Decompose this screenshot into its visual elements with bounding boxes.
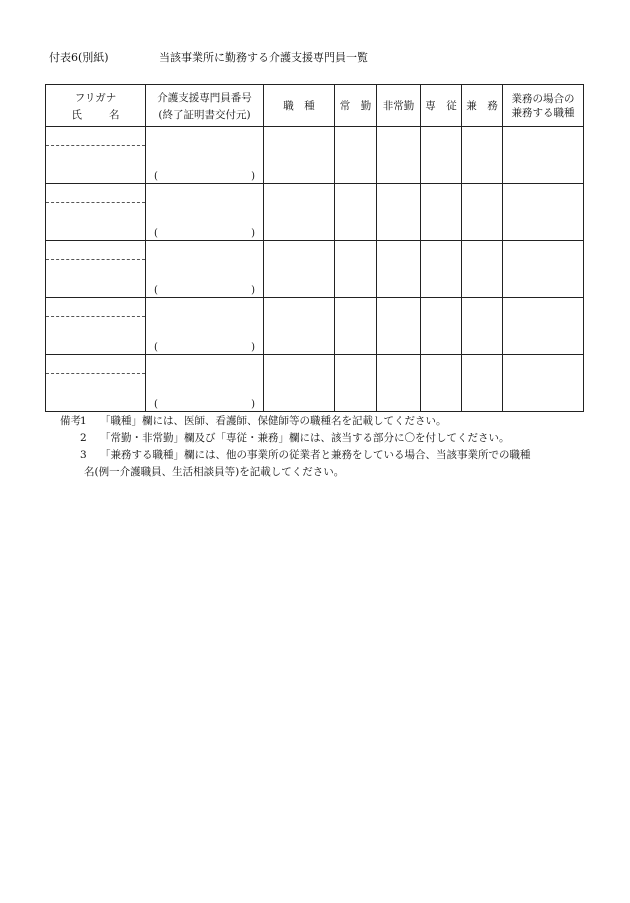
- table-row: [46, 127, 584, 184]
- cert-number-cell: [146, 355, 264, 412]
- furigana-label: フリガナ: [74, 91, 117, 104]
- paren-open: (: [154, 228, 158, 239]
- col-header-full-time: 常 勤: [335, 85, 377, 127]
- cert-number-cell: [146, 184, 264, 241]
- job-type-cell: [264, 127, 335, 184]
- note-text: 「兼務する職種」欄には、他の事業所の従業者と兼務をしている場合、当該事業所での職種: [100, 449, 531, 461]
- concurrent-cell: [462, 298, 503, 355]
- name-cell: [46, 355, 146, 412]
- paren-open: (: [154, 399, 158, 410]
- concurrent-job-cell: [503, 241, 584, 298]
- name-cell: [46, 298, 146, 355]
- full-time-cell: [335, 241, 377, 298]
- job-type-cell: [264, 355, 335, 412]
- note-item-3-continuation: 名(例一介護職員、生活相談員等)を記載してください。: [84, 466, 345, 478]
- col-header-part-time: 非常勤: [377, 85, 421, 127]
- col-header-dedicated: 専 従: [421, 85, 462, 127]
- concurrent-job-cell: [503, 298, 584, 355]
- concurrent-cell: [462, 355, 503, 412]
- note-item-1: [60, 413, 580, 430]
- part-time-cell: [377, 127, 421, 184]
- col-header-concurrent-job: [503, 85, 584, 127]
- name-label-2: 名: [109, 108, 120, 121]
- notes-label: 備考: [60, 415, 81, 427]
- name-cell: [46, 184, 146, 241]
- part-time-cell: [377, 355, 421, 412]
- full-time-cell: [335, 127, 377, 184]
- part-time-cell: [377, 241, 421, 298]
- col-header-cert-number: [146, 85, 264, 127]
- paren-close: ): [251, 342, 255, 353]
- job-type-cell: [264, 298, 335, 355]
- name-cell: [46, 241, 146, 298]
- staff-roster-table: [45, 84, 584, 412]
- cert-number-label: 介護支援専門員番号: [157, 91, 252, 104]
- table-header-row: [46, 85, 584, 127]
- col-header-job-type: 職 種: [264, 85, 335, 127]
- job-type-cell: [264, 241, 335, 298]
- cert-issuer-label: (終了証明書交付元): [158, 108, 251, 121]
- note-number: 1: [80, 415, 87, 427]
- paren-close: ): [251, 228, 255, 239]
- form-header: [49, 49, 368, 65]
- cert-number-cell: [146, 127, 264, 184]
- concurrent-job-cell: [503, 127, 584, 184]
- paren-open: (: [154, 171, 158, 182]
- full-time-cell: [335, 184, 377, 241]
- paren-open: (: [154, 342, 158, 353]
- dedicated-cell: [421, 298, 462, 355]
- full-time-cell: [335, 355, 377, 412]
- col-header-concurrent: 兼 務: [462, 85, 503, 127]
- part-time-cell: [377, 184, 421, 241]
- dedicated-cell: [421, 127, 462, 184]
- cert-number-cell: [146, 241, 264, 298]
- form-label: 付表6(別紙): [49, 51, 109, 64]
- note-text: 「常勤・非常勤」欄及び「専従・兼務」欄には、該当する部分に〇を付してください。: [100, 432, 510, 444]
- concurrent-cell: [462, 127, 503, 184]
- paren-open: (: [154, 285, 158, 296]
- page-title: 当該事業所に勤務する介護支援専門員一覧: [159, 51, 368, 64]
- dedicated-cell: [421, 355, 462, 412]
- paren-close: ): [251, 171, 255, 182]
- paren-close: ): [251, 285, 255, 296]
- concurrent-job-label-2: 兼務する職種: [511, 106, 575, 119]
- table-row: [46, 298, 584, 355]
- dedicated-cell: [421, 184, 462, 241]
- part-time-cell: [377, 298, 421, 355]
- concurrent-cell: [462, 184, 503, 241]
- name-label-1: 氏: [71, 108, 82, 121]
- concurrent-cell: [462, 241, 503, 298]
- note-text: 「職種」欄には、医師、看護師、保健師等の職種名を記載してください。: [100, 415, 447, 427]
- notes-section: [60, 413, 580, 481]
- concurrent-job-cell: [503, 184, 584, 241]
- full-time-cell: [335, 298, 377, 355]
- note-item-2: [60, 430, 580, 447]
- name-cell: [46, 127, 146, 184]
- note-number: 2: [80, 432, 87, 444]
- note-item-3: [60, 447, 580, 464]
- paren-close: ): [251, 399, 255, 410]
- note-number: 3: [80, 449, 87, 461]
- table-row: [46, 184, 584, 241]
- concurrent-job-label-1: 業務の場合の: [511, 92, 575, 105]
- job-type-cell: [264, 184, 335, 241]
- table-row: [46, 355, 584, 412]
- table-row: [46, 241, 584, 298]
- col-header-name: [46, 85, 146, 127]
- concurrent-job-cell: [503, 355, 584, 412]
- cert-number-cell: [146, 298, 264, 355]
- dedicated-cell: [421, 241, 462, 298]
